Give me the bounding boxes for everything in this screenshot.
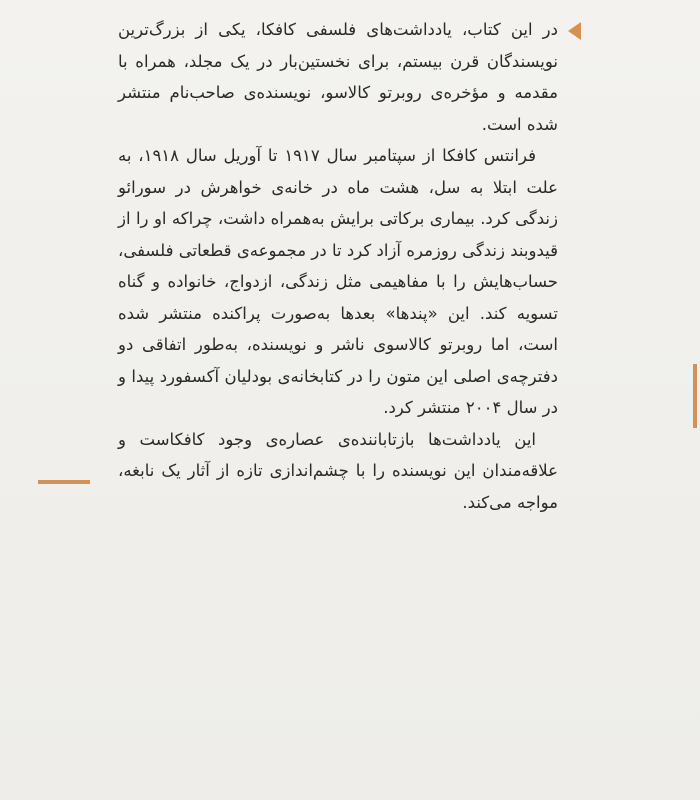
right-edge-mark (693, 364, 697, 428)
blurb-text (118, 14, 558, 518)
blurb-paragraph-1: در این کتاب، یادداشت‌های فلسفی کافکا، یکی از بزرگ‌ترین نویسندگان قرن بیستم، برای نخستین‌بار در یک مجلد، همراه با مقدمه و مؤخره‌ی روبرتو کالاسو، نویسنده‌ی صاحب‌نام منتشر شده است. (118, 20, 558, 134)
blurb-paragraph-3: این یادداشت‌ها بازتاباننده‌ی عصاره‌ی وجود کافکاست و علاقه‌مندان این نویسنده را با چشم‌اندازی تازه از آثار یک نابغه، مواجه می‌کند. (118, 429, 558, 512)
blurb-paragraph-2: فرانتس کافکا از سپتامبر سال ۱۹۱۷ تا آوریل سال ۱۹۱۸، به علت ابتلا به سل، هشت ماه در خانه‌ی خواهرش در سورائو زندگی کرد. بیماری برکاتی برایش به‌همراه داشت، چراکه او را از قیدوبند زندگی روزمره آزاد کرد تا در مجموعه‌ی قطعاتی فلسفی، حساب‌هایش را با مفاهیمی مثل زندگی، ازدواج، خانواده و گناه تسویه کند. این «پندها» بعدها به‌صورت پراکنده منتشر شده است، اما روبرتو کالاسوی ناشر و نویسنده، به‌طور اتفاقی دو دفترچه‌ی اصلی این متون را در کتابخانه‌ی بودلیان آکسفورد پیدا و در سال ۲۰۰۴ منتشر کرد. (118, 146, 558, 417)
triangle-bullet-icon (568, 22, 581, 40)
left-edge-mark (38, 480, 90, 484)
